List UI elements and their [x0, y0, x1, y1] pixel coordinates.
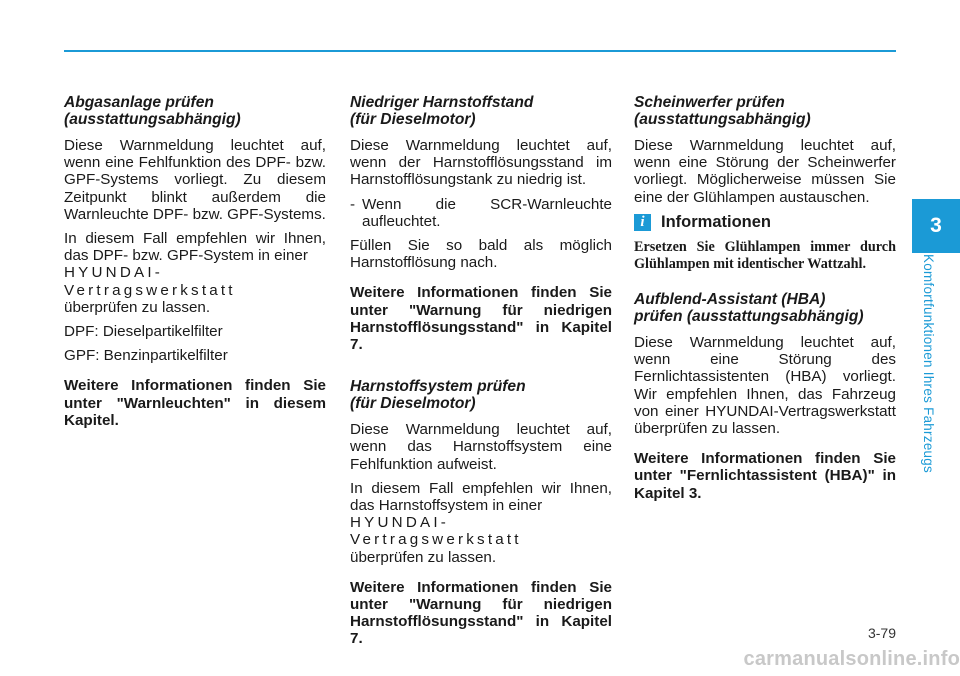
header-rule: [64, 50, 896, 52]
paragraph: Diese Warnmeldung leuchtet auf, wenn eine Fehlfunktion des DPF- bzw. GPF-Systems vorliegt. Zu diesem Zeitpunkt blinkt außerdem die Warnleuchte DPF- bzw. GPF-Systems.: [64, 137, 326, 223]
info-box-header: [634, 214, 896, 231]
paragraph: In diesem Fall empfehlen wir Ihnen, das Harnstoffsystem in einer HYUNDAI-Vertragswerkstatt überprüfen zu lassen.: [350, 479, 612, 566]
section-heading-abgasanlage: Abgasanlage prüfen (ausstattungsabhängig): [64, 94, 241, 128]
reference-note: Weitere Informationen finden Sie unter "Warnung für niedrigen Harnstofflösungsstand" in Kapitel 7.: [350, 578, 612, 648]
info-title: Informationen: [661, 212, 771, 231]
section-heading-hba: Aufblend-Assistant (HBA) prüfen (ausstattungsabhängig): [634, 291, 864, 326]
paragraph: In diesem Fall empfehlen wir Ihnen, das DPF- bzw. GPF-System in einer HYUNDAI-Vertragswerkstatt überprüfen zu lassen.: [64, 230, 326, 316]
paragraph: Diese Warnmeldung leuchtet auf, wenn eine Störung der Scheinwerfer vorliegt. Möglicherweise müssen Sie eine der Glühlampen austauschen.: [634, 137, 896, 206]
info-icon: i: [634, 214, 651, 231]
chapter-number-tab: 3: [912, 199, 960, 253]
page-number: 3-79: [867, 625, 896, 641]
column-left: [64, 94, 326, 436]
paragraph: Diese Warnmeldung leuchtet auf, wenn eine Störung des Fernlichtassistenten (HBA) vorliegt. Wir empfehlen Ihnen, das Fahrzeug von einer HYUNDAI-Vertragswerkstatt überprüfen zu lassen.: [634, 334, 896, 438]
paragraph: Füllen Sie so bald als möglich Harnstofflösung nach.: [350, 237, 612, 272]
paragraph: Diese Warnmeldung leuchtet auf, wenn das Harnstoffsystem eine Fehlfunktion aufweist.: [350, 421, 612, 473]
bullet-dash: -: [350, 195, 356, 213]
paragraph: Diese Warnmeldung leuchtet auf, wenn der Harnstofflösungsstand im Harnstofflösungstank zu niedrig ist.: [350, 137, 612, 189]
column-middle: [350, 94, 612, 655]
paragraph: DPF: Dieselpartikelfilter: [64, 323, 223, 341]
column-right: [634, 94, 896, 509]
section-heading-harnstoffsystem: Harnstoffsystem prüfen (für Dieselmotor): [350, 378, 526, 413]
watermark: carmanualsonline.info: [743, 648, 960, 670]
list-item: - Wenn die SCR-Warnleuchte aufleuchtet.: [350, 195, 612, 230]
reference-note: Weitere Informationen finden Sie unter "Warnung für niedrigen Harnstofflösungsstand" in Kapitel 7.: [350, 284, 612, 354]
reference-note: Weitere Informationen finden Sie unter "Fernlichtassistent (HBA)" in Kapitel 3.: [634, 450, 896, 502]
reference-note: Weitere Informationen finden Sie unter "Warnleuchten" in diesem Kapitel.: [64, 377, 326, 429]
info-text: Ersetzen Sie Glühlampen immer durch Glühlampen mit identischer Wattzahl.: [634, 239, 896, 273]
section-heading-harnstoffstand: Niedriger Harnstoffstand (für Dieselmotor): [350, 94, 534, 128]
paragraph: GPF: Benzinpartikelfilter: [64, 347, 228, 365]
section-heading-scheinwerfer: Scheinwerfer prüfen (ausstattungsabhängig): [634, 94, 811, 128]
